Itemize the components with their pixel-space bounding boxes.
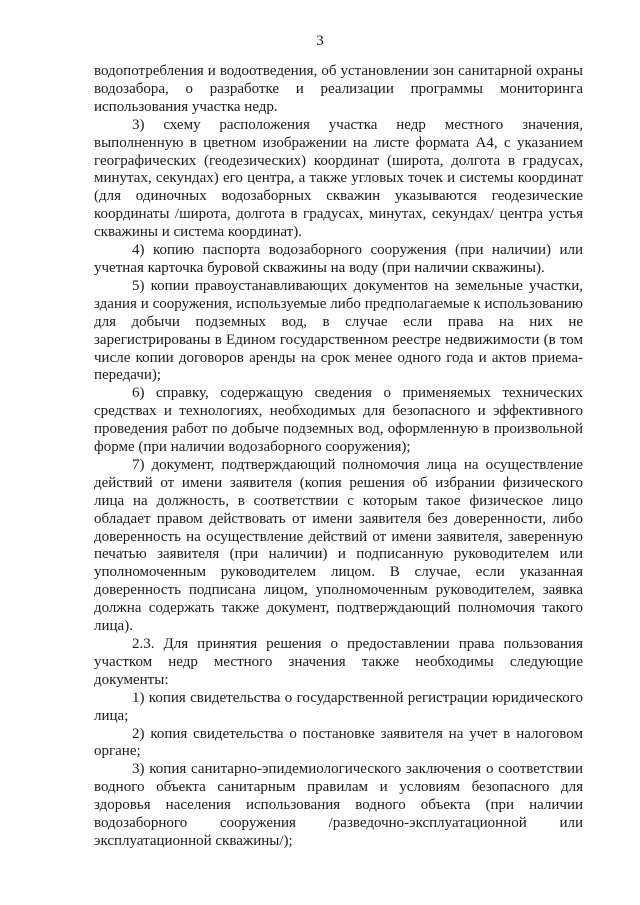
- page-number: 3: [316, 33, 324, 49]
- paragraph-sub-3-sanitary: 3) копия санитарно-эпидемиологического заключения о соответствии водного объекта санитарным правилам и условиям безопасного для здоровья населения использования водного объекта (при наличии водозаборного сооружения /разведочно-эксплуатационной или эксплуатационной скважины/);: [94, 761, 583, 849]
- paragraph-item-4-passport: 4) копию паспорта водозаборного сооружения (при наличии) или учетная карточка буровой скважины на воду (при наличии скважины).: [94, 242, 583, 276]
- paragraph-sub-2-tax: 2) копия свидетельства о постановке заявителя на учет в налоговом органе;: [94, 725, 583, 760]
- paragraph-section-2-3: 2.3. Для принятия решения о предоставлении права пользования участком недр местного значения также необходимы следующие документы:: [94, 636, 583, 688]
- paragraph-item-6-reference: 6) справку, содержащую сведения о применяемых технических средствах и технологиях, необходимых для безопасного и эффективного проведения работ по добыче подземных вод, оформленную в произвольной форме (при наличии водозаборного сооружения);: [94, 385, 583, 456]
- paragraph-item-5-title-documents: 5) копии правоустанавливающих документов на земельные участки, здания и сооружения, используемые либо предполагаемые к использованию для добычи подземных вод, в случае если права на них не зарегистрированы в Едином государственном реестре недвижимости (в том числе копии договоров аренды на срок менее одного года и актов приема-передачи);: [94, 277, 583, 384]
- paragraph-sub-1-registration: 1) копия свидетельства о государственной регистрации юридического лица;: [94, 689, 583, 724]
- document-body: [94, 63, 583, 851]
- paragraph-item-7-authority: 7) документ, подтверждающий полномочия лица на осуществление действий от имени заявителя (копия решения об избрании физического лица на должность, в соответствии с которым такое физическое лицо обладает правом действовать от имени заявителя без доверенности, либо доверенность на осуществление действий от имени заявителя, заверенную печатью заявителя (при наличии) и подписанную руководителем или уполномоченным руководителем лицом. В случае, если указанная доверенность подписана лицом, уполномоченным руководителем, заявка должна содержать также документ, подтверждающий полномочия такого лица).: [94, 456, 583, 635]
- paragraph-item-3-scheme: 3) схему расположения участка недр местного значения, выполненную в цветном изображении на листе формата А4, с указанием географических (геодезических) координат (широта, долгота в градусах, минутах, секундах) его центра, а также угловых точек и системы координат (для одиночных водозаборных скважин указываются геодезические координаты /широта, долгота в градусах, минутах, секундах/ центра устья скважины и система координат).: [94, 116, 583, 241]
- paragraph-continuation: водопотребления и водоотведения, об установлении зон санитарной охраны водозабора, о разработке и реализации программы мониторинга использования участка недр.: [94, 63, 583, 115]
